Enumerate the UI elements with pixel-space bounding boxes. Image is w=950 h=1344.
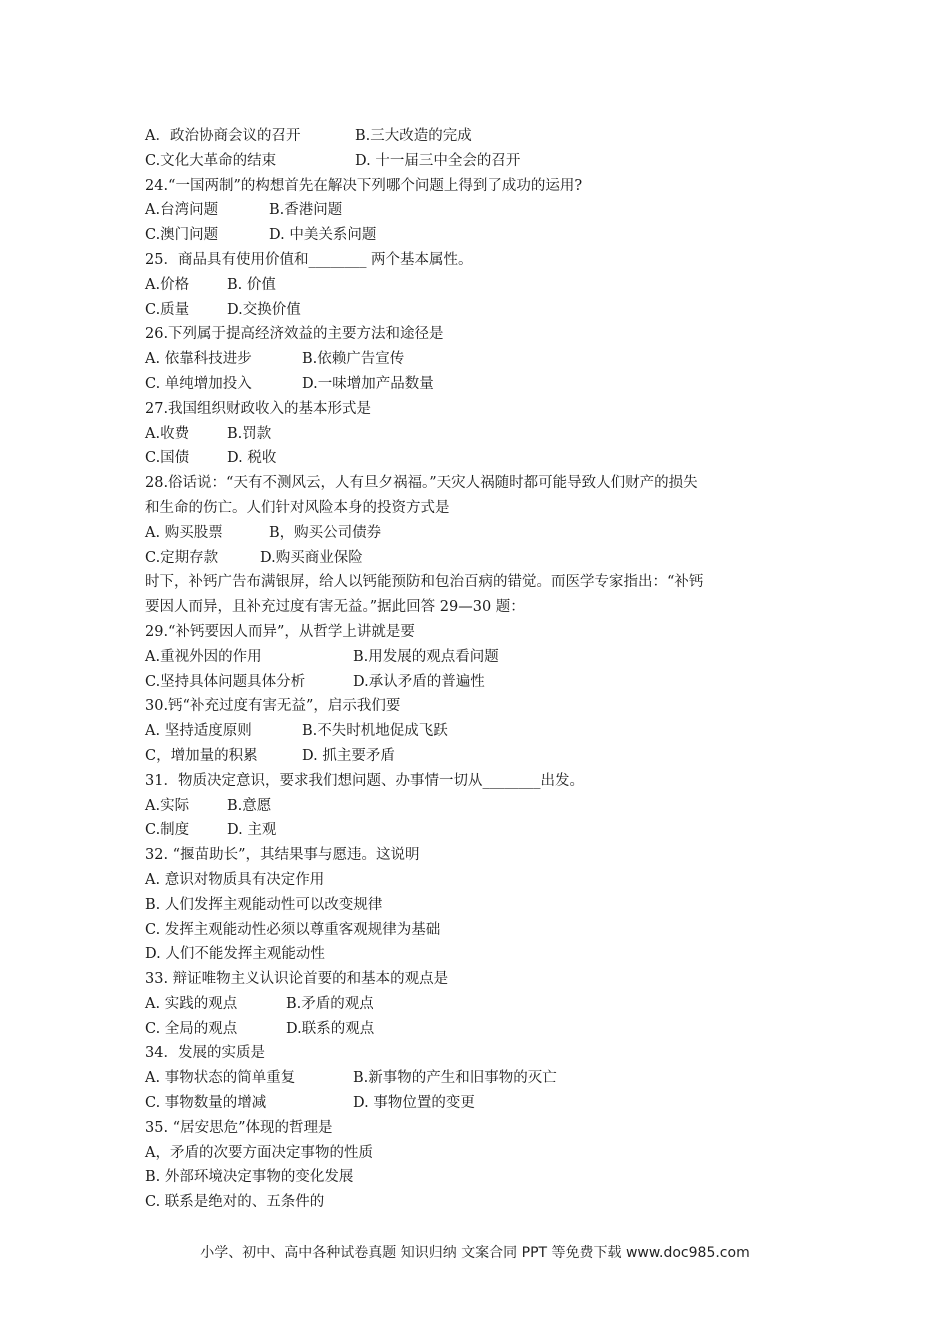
answer-option: D. 抓主要矛盾 xyxy=(302,747,395,764)
text-line: 25．商品具有使用价值和________ 两个基本属性。 xyxy=(145,251,473,268)
answer-option: C. 全局的观点 xyxy=(145,1020,238,1037)
answer-option: C. 单纯增加投入 xyxy=(145,375,252,392)
answer-option: B.矛盾的观点 xyxy=(286,995,374,1012)
text-line: 30.钙“补充过度有害无益”，启示我们要 xyxy=(145,698,401,715)
option-row xyxy=(145,149,825,174)
option-row xyxy=(145,1091,825,1116)
answer-option: C.澳门问题 xyxy=(145,227,219,244)
text-line: A. 意识对物质具有决定作用 xyxy=(145,871,325,888)
answer-option: A. 坚持适度原则 xyxy=(145,723,252,740)
answer-option: B. 价值 xyxy=(227,276,276,293)
option-row xyxy=(145,992,825,1017)
option-row xyxy=(145,446,825,471)
option-row xyxy=(145,546,825,571)
answer-option: B.香港问题 xyxy=(269,202,343,219)
option-row xyxy=(145,719,825,744)
answer-option: D.交换价值 xyxy=(227,301,301,318)
text-line: A，矛盾的次要方面决定事物的性质 xyxy=(145,1144,373,1161)
option-row xyxy=(145,422,825,447)
exam-content xyxy=(145,124,825,1215)
option-row xyxy=(145,744,825,769)
answer-option: C，增加量的积累 xyxy=(145,747,258,764)
answer-option: C.国债 xyxy=(145,450,190,467)
answer-option: B.用发展的观点看问题 xyxy=(353,648,499,665)
answer-option: A.收费 xyxy=(145,425,190,442)
text-line: 34．发展的实质是 xyxy=(145,1045,265,1062)
answer-option: B.罚款 xyxy=(227,425,272,442)
answer-option: D.一味增加产品数量 xyxy=(302,375,434,392)
text-line: 27.我国组织财政收入的基本形式是 xyxy=(145,400,372,417)
text-line: D. 人们不能发挥主观能动性 xyxy=(145,946,325,963)
text-line: 32. “揠苗助长”，其结果事与愿违。这说明 xyxy=(145,847,420,864)
text-line: 和生命的伤亡。人们针对风险本身的投资方式是 xyxy=(145,499,450,516)
answer-option: D. 税收 xyxy=(227,450,277,467)
answer-option: A. 购买股票 xyxy=(145,524,223,541)
answer-option: A. 实践的观点 xyxy=(145,995,238,1012)
text-line: 31．物质决定意识，要求我们想问题、办事情一切从________出发。 xyxy=(145,772,584,789)
page-footer: 小学、初中、高中各种试卷真题 知识归纳 文案合同 PPT 等免费下载 www.doc985.com xyxy=(200,1245,750,1261)
answer-option: A. 事物状态的简单重复 xyxy=(145,1070,296,1087)
option-row xyxy=(145,298,825,323)
option-row xyxy=(145,1017,825,1042)
text-line: 28.俗话说：“天有不测风云，人有旦夕祸福。”天灾人祸随时都可能导致人们财产的损失 xyxy=(145,475,698,492)
answer-option: B.新事物的产生和旧事物的灭亡 xyxy=(353,1070,557,1087)
answer-option: B，购买公司债券 xyxy=(269,524,382,541)
option-row xyxy=(145,670,825,695)
text-line: B. 人们发挥主观能动性可以改变规律 xyxy=(145,896,383,913)
answer-option: C.坚持具体问题具体分析 xyxy=(145,673,306,690)
answer-option: C.制度 xyxy=(145,822,190,839)
answer-option: C. 事物数量的增减 xyxy=(145,1095,267,1112)
answer-option: A.台湾问题 xyxy=(145,202,219,219)
text-line: C. 联系是绝对的、五条件的 xyxy=(145,1194,325,1211)
answer-option: A.价格 xyxy=(145,276,190,293)
option-row xyxy=(145,794,825,819)
option-row xyxy=(145,347,825,372)
text-line: B. 外部环境决定事物的变化发展 xyxy=(145,1169,354,1186)
answer-option: B.三大改造的完成 xyxy=(355,128,472,144)
text-line: 33. 辩证唯物主义认识论首要的和基本的观点是 xyxy=(145,971,449,988)
option-row xyxy=(145,521,825,546)
option-row xyxy=(145,124,825,149)
answer-option: D.联系的观点 xyxy=(286,1020,375,1037)
answer-option: D.购买商业保险 xyxy=(260,549,363,566)
option-row xyxy=(145,223,825,248)
option-row xyxy=(145,1066,825,1091)
option-row xyxy=(145,372,825,397)
answer-option: C.定期存款 xyxy=(145,549,219,566)
text-line: 24.“一国两制”的构想首先在解决下列哪个问题上得到了成功的运用? xyxy=(145,177,583,194)
answer-option: A.重视外因的作用 xyxy=(145,648,262,665)
text-line: 时下，补钙广告布满银屏，给人以钙能预防和包治百病的错觉。而医学专家指出：“补钙 xyxy=(145,574,704,591)
answer-option: D. 主观 xyxy=(227,822,277,839)
answer-option: B.不失时机地促成飞跃 xyxy=(302,723,448,740)
option-row xyxy=(145,818,825,843)
answer-option: C.文化大革命的结束 xyxy=(145,152,277,169)
option-row xyxy=(145,198,825,223)
answer-option: C.质量 xyxy=(145,301,190,318)
text-line: 35. “居安思危”体现的哲理是 xyxy=(145,1119,333,1136)
answer-option: B.依赖广告宣传 xyxy=(302,351,405,368)
answer-option: D. 中美关系问题 xyxy=(269,227,377,244)
option-row xyxy=(145,645,825,670)
answer-option: D.承认矛盾的普遍性 xyxy=(353,673,485,690)
answer-option: A.实际 xyxy=(145,797,190,814)
answer-option: A．政治协商会议的召开 xyxy=(145,128,301,144)
text-line: C. 发挥主观能动性必须以尊重客观规律为基础 xyxy=(145,921,441,938)
answer-option: B.意愿 xyxy=(227,797,272,814)
text-line: 要因人而异，且补充过度有害无益。”据此回答 29—30 题： xyxy=(145,599,525,616)
text-line: 29.“补钙要因人而异”，从哲学上讲就是要 xyxy=(145,623,415,640)
answer-option: D. 十一届三中全会的召开 xyxy=(355,152,521,169)
answer-option: A. 依靠科技进步 xyxy=(145,351,252,368)
option-row xyxy=(145,273,825,298)
answer-option: D. 事物位置的变更 xyxy=(353,1095,475,1112)
text-line: 26.下列属于提高经济效益的主要方法和途径是 xyxy=(145,326,444,343)
